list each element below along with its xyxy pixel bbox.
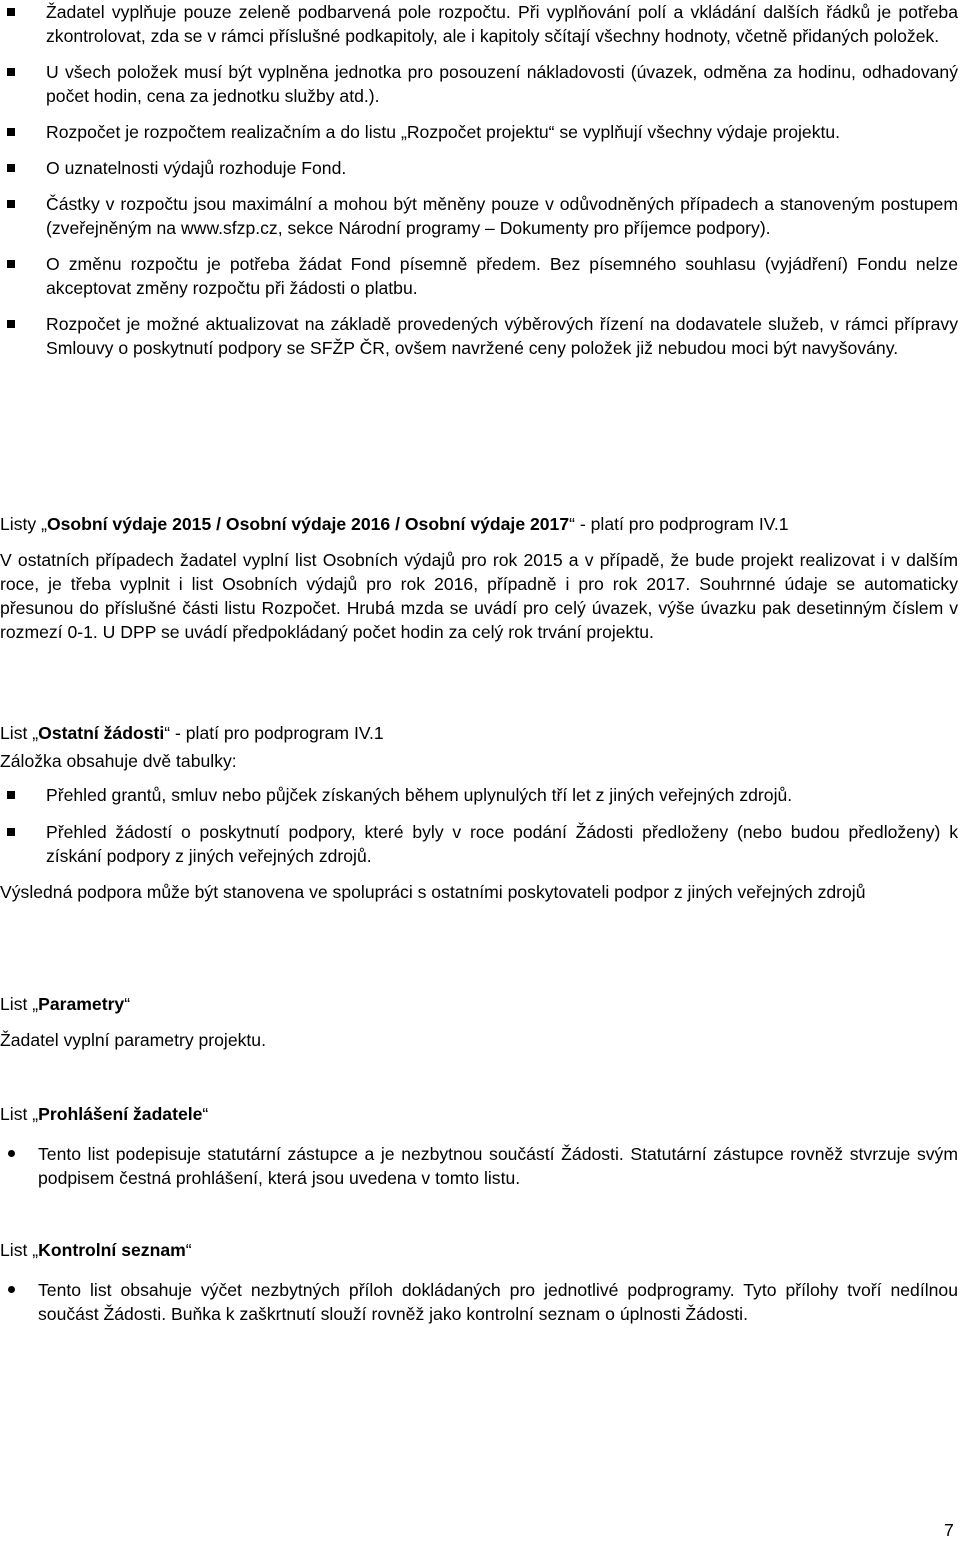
section-parametry xyxy=(0,992,958,1052)
section-intro: Záložka obsahuje dvě tabulky: xyxy=(0,751,237,771)
budget-bullet-list xyxy=(0,0,958,360)
square-bullet-icon xyxy=(7,791,15,799)
section-closing: Výsledná podpora může být stanovena ve spolupráci s ostatními poskytovateli podpor z jiných veřejných zdrojů xyxy=(0,882,866,902)
square-bullet-icon xyxy=(7,320,15,328)
section-kontrolni-seznam xyxy=(0,1238,958,1326)
square-bullet-icon xyxy=(7,68,15,76)
list-item: U všech položek musí být vyplněna jednotka pro posouzení nákladovosti (úvazek, odměna za hodinu, odhadovaný počet hodin, cena za jednotku služby atd.). xyxy=(0,60,958,108)
list-item: Tento list podepisuje statutární zástupce a je nezbytnou součástí Žádosti. Statutární zástupce rovněž stvrzuje svým podpisem čestná prohlášení, která jsou uvedena v tomto listu. xyxy=(0,1142,958,1190)
square-bullet-icon xyxy=(7,200,15,208)
square-bullet-icon xyxy=(7,8,15,16)
square-bullet-icon xyxy=(7,128,15,136)
list-item: O změnu rozpočtu je potřeba žádat Fond písemně předem. Bez písemného souhlasu (vyjádření) Fondu nelze akceptovat změny rozpočtu při žádosti o platbu. xyxy=(0,252,958,300)
section-osobni-vydaje xyxy=(0,512,958,644)
section-heading: List „Kontrolní seznam“ xyxy=(0,1240,192,1260)
section-ostatni-zadosti xyxy=(0,721,958,904)
list-item: Rozpočet je rozpočtem realizačním a do listu „Rozpočet projektu“ se vyplňují všechny výdaje projektu. xyxy=(0,120,958,144)
section-heading: List „Parametry“ xyxy=(0,994,131,1014)
section-prohlaseni-zadatele xyxy=(0,1102,958,1190)
list-item: Žadatel vyplňuje pouze zeleně podbarvená pole rozpočtu. Při vyplňování polí a vkládání dalších řádků je potřeba zkontrolovat, zda se v rámci příslušné podkapitoly, ale i kapitoly sčítají všechny hodnoty, včetně přidaných položek. xyxy=(0,0,958,48)
square-bullet-icon xyxy=(7,828,15,836)
square-bullet-icon xyxy=(7,260,15,268)
list-item: Částky v rozpočtu jsou maximální a mohou být měněny pouze v odůvodněných případech a stanoveným postupem (zveřejněným na www.sfzp.cz, sekce Národní programy – Dokumenty pro příjemce podpory). xyxy=(0,192,958,240)
list-item: Přehled grantů, smluv nebo půjček získaných během uplynulých tří let z jiných veřejných zdrojů. xyxy=(0,783,958,807)
section-paragraph: V ostatních případech žadatel vyplní list Osobních výdajů pro rok 2015 a v případě, že bude projekt realizovat i v dalším roce, je třeba vyplnit i list Osobních výdajů pro rok 2016, případně i pro rok 2017. Souhrnné údaje se automaticky přesunou do příslušné části listu Rozpočet. Hrubá mzda se uvádí pro celý úvazek, výše úvazku pak desetinným číslem v rozmezí 0-1. U DPP se uvádí předpokládaný počet hodin za celý rok trvání projektu. xyxy=(0,550,958,642)
list-item: Tento list obsahuje výčet nezbytných příloh dokládaných pro jednotlivé podprogramy. Tyto přílohy tvoří nedílnou součást Žádosti. Buňka k zaškrtnutí slouží rovněž jako kontrolní seznam o úplnosti Žádosti. xyxy=(0,1278,958,1326)
section-heading: List „Prohlášení žadatele“ xyxy=(0,1104,209,1124)
list-item: Rozpočet je možné aktualizovat na základě provedených výběrových řízení na dodavatele služeb, v rámci přípravy Smlouvy o poskytnutí podpory se SFŽP ČR, ovšem navržené ceny položek již nebudou moci být navyšovány. xyxy=(0,312,958,360)
round-bullet-icon xyxy=(8,1150,15,1157)
round-bullet-icon xyxy=(8,1286,15,1293)
section-heading: Listy „Osobní výdaje 2015 / Osobní výdaje 2016 / Osobní výdaje 2017“ - platí pro podprogram IV.1 xyxy=(0,514,789,534)
square-bullet-icon xyxy=(7,164,15,172)
list-item: O uznatelnosti výdajů rozhoduje Fond. xyxy=(0,156,958,180)
list-item: Přehled žádostí o poskytnutí podpory, které byly v roce podání Žádosti předloženy (nebo budou předloženy) k získání podpory z jiných veřejných zdrojů. xyxy=(0,820,958,868)
section-heading: List „Ostatní žádosti“ - platí pro podprogram IV.1 xyxy=(0,723,384,743)
page-number: 7 xyxy=(944,1520,954,1540)
section-paragraph: Žadatel vyplní parametry projektu. xyxy=(0,1030,266,1050)
